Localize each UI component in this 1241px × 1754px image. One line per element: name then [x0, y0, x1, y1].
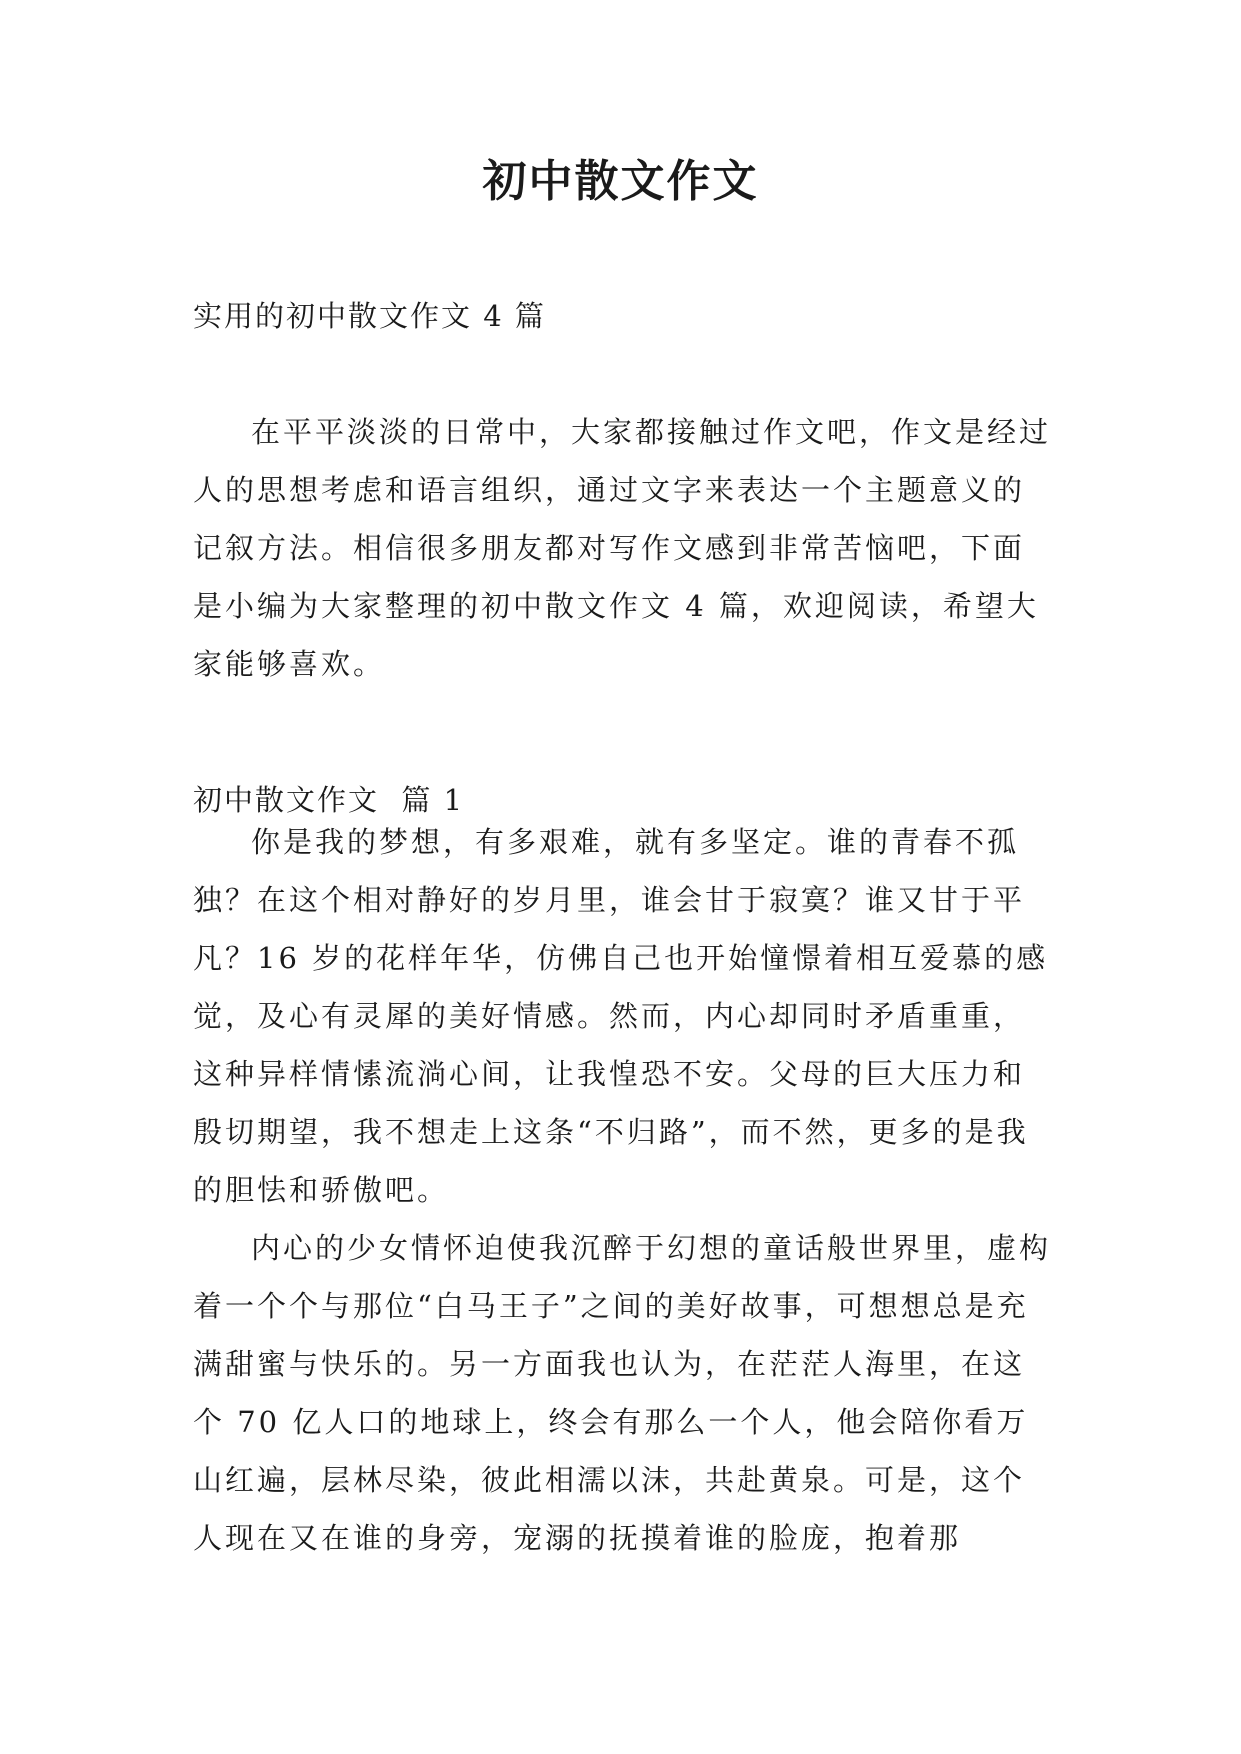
- essay-section: [193, 813, 1053, 1567]
- essay-paragraph: 你是我的梦想，有多艰难，就有多坚定。谁的青春不孤独？在这个相对静好的岁月里，谁会甘于寂寞？谁又甘于平凡？16 岁的花样年华，仿佛自己也开始憧憬着相互爱慕的感觉，及心有灵犀的美好情感。然而，内心却同时矛盾重重，这种异样情愫流淌心间，让我惶恐不安。父母的巨大压力和殷切期望，我不想走上这条“不归路”，而不然，更多的是我的胆怯和骄傲吧。: [193, 825, 1049, 1207]
- section-heading: 初中散文作文 篇 1: [193, 783, 465, 817]
- intro-section: [193, 403, 1053, 693]
- document-title: 初中散文作文: [482, 156, 759, 207]
- intro-paragraph: 在平平淡淡的日常中，大家都接触过作文吧，作文是经过人的思想考虑和语言组织，通过文字来表达一个主题意义的记叙方法。相信很多朋友都对写作文感到非常苦恼吧，下面是小编为大家整理的初中散文作文 4 篇，欢迎阅读，希望大家能够喜欢。: [193, 415, 1052, 681]
- essay-paragraph: 内心的少女情怀迫使我沉醉于幻想的童话般世界里，虚构着一个个与那位“白马王子”之间的美好故事，可想想总是充满甜蜜与快乐的。另一方面我也认为，在茫茫人海里，在这个 70 亿人口的地球上，终会有那么一个人，他会陪你看万山红遍，层林尽染，彼此相濡以沫，共赴黄泉。可是，这个人现在又在谁的身旁，宠溺的抚摸着谁的脸庞，抱着那: [193, 1231, 1052, 1555]
- document-subtitle: 实用的初中散文作文 4 篇: [193, 299, 546, 333]
